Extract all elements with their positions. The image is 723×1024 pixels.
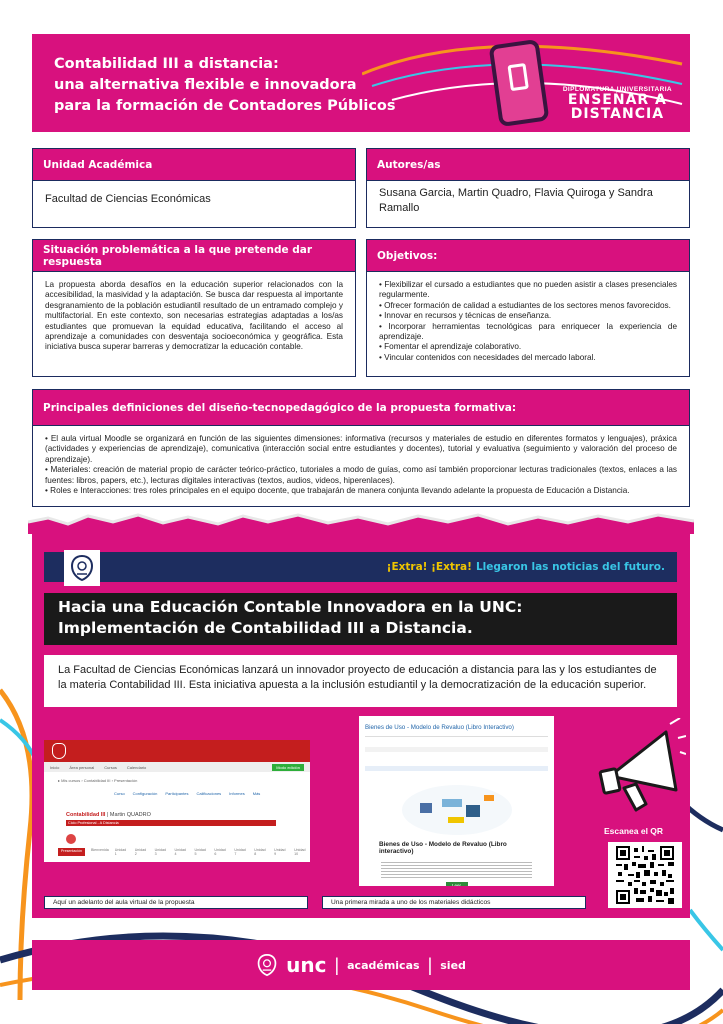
extra-label: ¡Extra! ¡Extra! <box>386 561 472 573</box>
extra-highlight: Llegaron las noticias del futuro. <box>475 561 665 573</box>
objetivos-box <box>366 239 690 377</box>
situacion-heading: Situación problemática a la que pretende dar respuesta <box>33 240 355 272</box>
news-lead: La Facultad de Ciencias Económicas lanzará un innovador proyecto de educación a distancia para las y los estudiantes de la materia Contabilidad III. Esta iniciativa apuesta a la inclusión estudiantil y la democratización de la educación superior. <box>44 655 677 707</box>
autores-box <box>366 148 690 228</box>
caption-right: Una primera mirada a uno de los materiales didácticos <box>322 896 586 909</box>
situacion-box <box>32 239 356 377</box>
unidad-heading: Unidad Académica <box>33 149 355 181</box>
situacion-text: La propuesta aborda desafíos en la educación superior relacionados con la accesibilidad, la masividad y la adaptación. Se busca dar respuesta al importante desgranamiento de la población estudiantil resultado de un entramado complejo y multifactorial. En este contexto, son necesarias estrategias adaptadas a los/as estudiantes que promuevan la equidad educativa, facilitando el acceso al aprendizaje a comunidades con desventaja socioeconómica y geográfica. Esta iniciativa busca superar barreras y democratizar la educación contable. <box>45 280 343 352</box>
footer-separator: | <box>334 954 340 975</box>
ciclo-bar: Ciclo Profesional - A Distancia <box>66 820 276 826</box>
unc-seal-icon <box>64 550 100 586</box>
moodle-screenshot: Inicio Área personal Cursos Calendario Modo edición ▸ Mis cursos › Contabilidad III › Presentación Curso Configuración Participantes Calificaciones Informes Más Contabilidad III | Martin QUADRO Ciclo Profesional - A Distancia Presentación Bienvenida Unidad 1 Unidad 2 Unidad 3 Unidad 4 Unidad 5 Unidad 6 Unidad 7 Unidad 8 Unidad 9 Unidad 10 <box>44 740 310 862</box>
megaphone-icon <box>596 718 686 818</box>
list-item: • Roles e Interacciones: tres roles principales en el equipo docente, que trabajarán de manera conjunta llevando adelante la propuesta de Educación a Distancia. <box>45 486 677 496</box>
list-item: • Materiales: creación de material propio de carácter teórico-práctico, tutoriales a modo de guías, como así también proporcionar lecturas tradicionales (textos, enlaces a las fuentes: libros, papers, etc.), lecturas digitales interactivas (textos, audios, videos, hiperenlaces). <box>45 465 677 486</box>
unc-seal-icon <box>256 952 278 978</box>
definiciones-list <box>33 426 689 504</box>
page-title: Contabilidad III a distancia: una alternativa flexible e innovadora para la formación de Contadores Públicos <box>54 56 396 114</box>
unidad-box <box>32 148 356 228</box>
qr-title: Escanea el QR <box>604 826 664 836</box>
course-title: Contabilidad III <box>66 812 106 818</box>
autores-value: Susana Garcia, Martin Quadro, Flavia Quiroga y Sandra Ramallo <box>379 187 653 214</box>
footer-separator: | <box>427 954 433 975</box>
read-button[interactable]: Leer <box>446 882 468 886</box>
book-inner-title: Bienes de Uso - Modelo de Revaluo (Libro interactivo) <box>379 841 507 855</box>
footer-bar <box>32 940 690 990</box>
list-item: • Incorporar herramientas tecnológicas para enriquecer la experiencia de aprendizaje. <box>379 322 677 343</box>
footer-sied: sied <box>440 958 466 972</box>
unidad-value: Facultad de Ciencias Económicas <box>45 193 211 205</box>
footer-academicas: académicas <box>347 958 420 972</box>
list-item: • Vincular contenidos con necesidades del mercado laboral. <box>379 353 677 363</box>
caption-left: Aquí un adelanto del aula virtual de la propuesta <box>44 896 308 909</box>
brand-logo: DIPLOMATURA UNIVERSITARIA ENSEÑAR A DISTANCIA <box>562 86 672 122</box>
definiciones-heading: Principales definiciones del diseño-tecnopedagógico de la propuesta formativa: <box>33 390 689 426</box>
objetivos-heading: Objetivos: <box>367 240 689 272</box>
footer-unc: unc <box>286 953 327 977</box>
objetivos-list <box>367 272 689 371</box>
list-item: • El aula virtual Moodle se organizará en función de las siguientes dimensiones: informativa (recursos y materiales de estudio en diferentes formatos y lenguajes), práxica (actividades y experiencias de aprendizaje), comunicativa (interacción social entre estudiantes y docentes), tutorial y evaluativa (seguimiento y valoración del proceso de aprendizaje). <box>45 434 677 465</box>
list-item: • Innovar en recursos y técnicas de enseñanza. <box>379 311 677 321</box>
list-item: • Flexibilizar el cursado a estudiantes que no pueden asistir a clases presenciales regularmente. <box>379 280 677 301</box>
edit-mode-button[interactable]: Modo edición <box>272 764 304 771</box>
course-teacher: Martin QUADRO <box>109 812 151 818</box>
header-banner <box>32 34 690 132</box>
autores-heading: Autores/as <box>367 149 689 181</box>
news-headline: Hacia una Educación Contable Innovadora en la UNC: Implementación de Contabilidad III a Distancia. <box>44 593 677 645</box>
book-screenshot <box>359 716 554 886</box>
list-item: • Fomentar el aprendizaje colaborativo. <box>379 342 677 352</box>
book-title: Bienes de Uso - Modelo de Revaluo (Libro Interactivo) <box>365 724 514 731</box>
qr-code[interactable] <box>608 842 682 908</box>
list-item: • Ofrecer formación de calidad a estudiantes de los sectores menos favorecidos. <box>379 301 677 311</box>
news-banner <box>44 552 677 582</box>
definiciones-box <box>32 389 690 507</box>
